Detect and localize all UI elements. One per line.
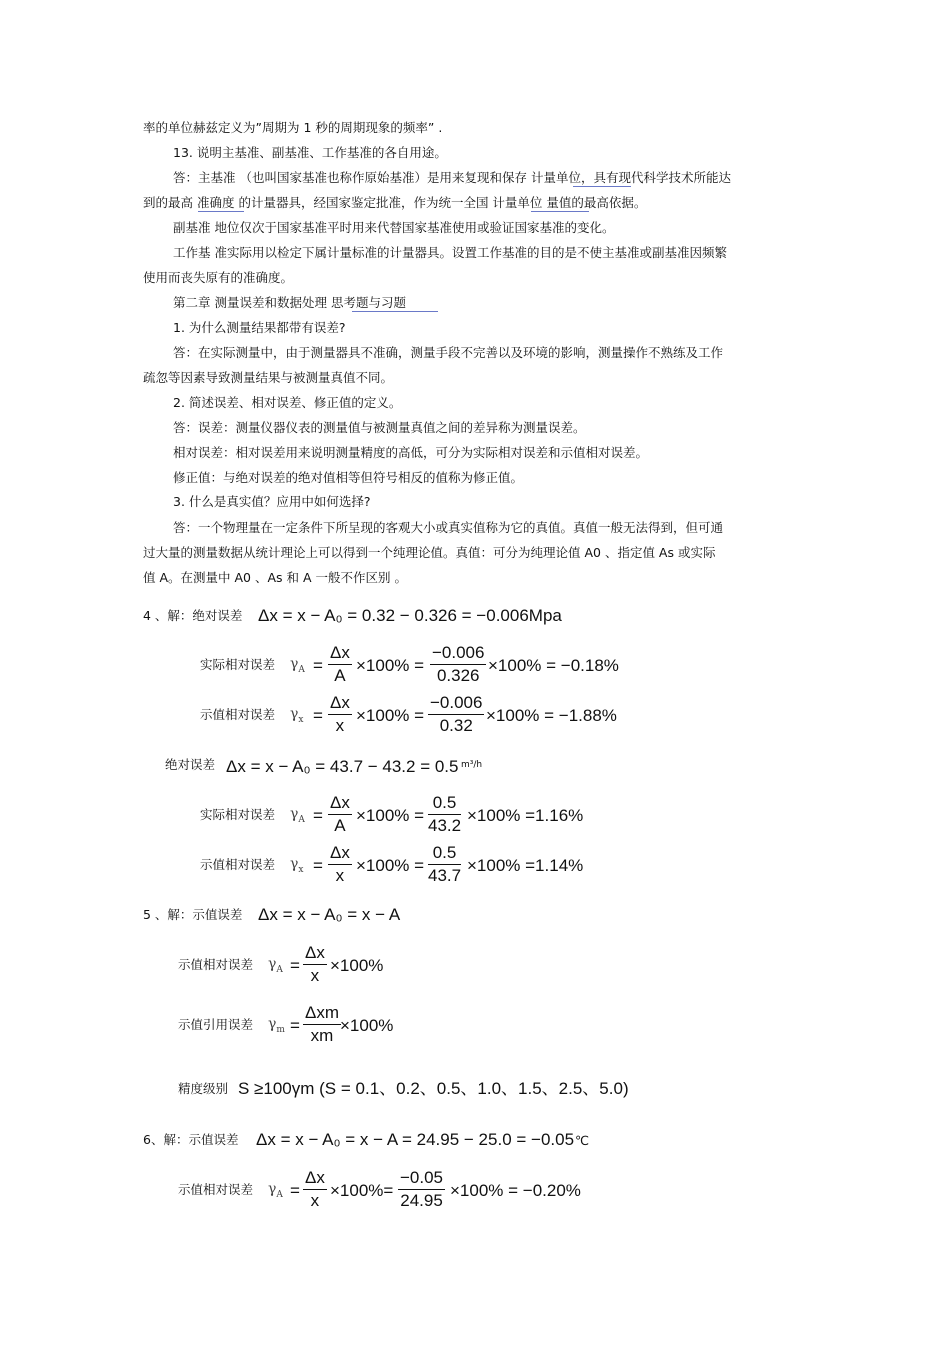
gamma-A-symbol-2: $\gamma_A$: [290, 806, 305, 825]
fraction-dx-over-x-4: [303, 1167, 327, 1212]
equals-sign: =: [290, 956, 300, 975]
fraction-den: x: [310, 1191, 320, 1210]
question-13: 13. 说明主基准、副基准、工作基准的各自用途。: [173, 145, 447, 160]
answer-13-line-4: 工作基 准实际用以检定下属计量标准的计量器具。设置工作基准的目的是不使主基准或副基准因频繁: [173, 245, 727, 260]
problem-4-indicated-relative-label-1: 示值相对误差: [200, 707, 276, 722]
fraction-den: A: [334, 816, 346, 835]
question-1: 1. 为什么测量结果都带有误差?: [173, 320, 346, 335]
fraction-dx-over-A-2: [328, 792, 352, 837]
answer-13-line-1: 答：主基准 （也叫国家基准也称作原始基准）是用来复现和保存 计量单位，具有现代科学技术所能达: [173, 170, 731, 185]
gamma-x-symbol-2: $\gamma_x$: [290, 856, 304, 875]
fraction-num: Δx: [328, 642, 352, 665]
answer-1-line-1: 答：在实际测量中，由于测量器具不准确，测量手段不完善以及环境的影响，测量操作不熟练及工作: [173, 345, 724, 360]
result-problem-6-relative: ×100% = −0.20%: [450, 1181, 581, 1200]
underline-measurement-unit-1: [573, 186, 631, 187]
fraction-num: Δx: [328, 692, 352, 715]
question-2: 2. 简述误差、相对误差、修正值的定义。: [173, 395, 402, 410]
fraction-dx-over-x-1: [328, 692, 352, 737]
equals-sign: =: [313, 656, 323, 675]
fraction-num: 0.5: [428, 792, 461, 815]
fraction-dx-over-x-2: [328, 842, 352, 887]
fraction-dx-over-A-1: [328, 642, 352, 687]
fraction-den: 24.95: [400, 1191, 443, 1210]
underline-measurement-unit-2: [531, 211, 589, 212]
fraction-den: 0.326: [436, 666, 480, 685]
unit-m3-per-h: m³/h: [461, 760, 483, 770]
problem-4-actual-relative-label-1: 实际相对误差: [200, 657, 276, 672]
problem-6-absolute-error: Δx = x − A₀ = x − A = 24.95 − 25.0 = −0.05: [256, 1130, 575, 1149]
underline-exercises: [352, 311, 438, 312]
fraction-num: Δxm: [303, 1002, 341, 1025]
question-3: 3. 什么是真实值？应用中如何选择?: [173, 494, 371, 509]
problem-6-relative-label: 示值相对误差: [178, 1182, 254, 1197]
answer-13-line-2: 到的最高 准确度 的计量器具，经国家鉴定批准，作为统一全国 计量单位 量值的最高依据。: [143, 195, 647, 210]
fraction-num: 0.5: [428, 842, 461, 865]
gamma-A-symbol-1: $\gamma_A$: [290, 656, 305, 675]
answer-2-relative-error: 相对误差：相对误差用来说明测量精度的高低，可分为实际相对误差和示值相对误差。: [173, 445, 649, 460]
problem-5-absolute-error: Δx = x − A₀ = x − A: [258, 905, 401, 924]
fraction-den: x: [335, 866, 345, 885]
gamma-m-symbol: $\gamma_m$: [268, 1016, 285, 1035]
fraction-dx-over-x-3: [303, 942, 327, 987]
times-100-eq: ×100% =: [356, 656, 425, 675]
answer-2-error: 答：误差：测量仪器仪表的测量值与被测量真值之间的差异称为测量误差。: [173, 420, 586, 435]
fraction-value-4: [428, 842, 461, 887]
fraction-den: xm: [310, 1026, 334, 1045]
result-indicated-relative-2: ×100% =1.14%: [467, 856, 584, 875]
problem-4-absolute-error-2: Δx = x − A₀ = 43.7 − 43.2 = 0.5: [226, 757, 459, 776]
problem-4-actual-relative-label-2: 实际相对误差: [200, 807, 276, 822]
fraction-num: Δx: [328, 792, 352, 815]
answer-1-line-2: 疏忽等因素导致测量结果与被测量真值不同。: [143, 370, 394, 385]
fraction-den: A: [334, 666, 346, 685]
unit-celsius: ℃: [575, 1133, 590, 1148]
chapter-heading: 第二章 测量误差和数据处理 思考题与习题: [173, 295, 406, 310]
times-100-eq: ×100% =: [356, 806, 425, 825]
result-indicated-relative-1: ×100% = −1.88%: [486, 706, 617, 725]
answer-2-correction: 修正值：与绝对误差的绝对值相等但符号相反的值称为修正值。: [173, 470, 524, 485]
answer-3-line-2: 过大量的测量数据从统计理论上可以得到一个纯理论值。真值：可分为纯理论值 A0 、指定值 As 或实际: [143, 545, 716, 560]
fraction-value-3: [428, 792, 461, 837]
fraction-value-1: [430, 642, 486, 687]
gamma-x-symbol-1: $\gamma_x$: [290, 706, 304, 725]
equals-sign: =: [313, 856, 323, 875]
problem-5-grade-label: 精度级别: [178, 1081, 229, 1096]
problem-5-reference-label: 示值引用误差: [178, 1017, 254, 1032]
times-100-eq: ×100% =: [356, 856, 425, 875]
answer-13-line-5: 使用而丧失原有的准确度。: [143, 270, 294, 285]
answer-3-line-3: 值 A。在测量中 A0 、As 和 A 一般不作区别 。: [143, 570, 407, 585]
equals-sign: =: [290, 1181, 300, 1200]
gamma-A-symbol-3: $\gamma_A$: [268, 956, 283, 975]
fraction-num: Δx: [303, 942, 327, 965]
fraction-num: Δx: [328, 842, 352, 865]
fraction-den: x: [335, 716, 345, 735]
problem-4-heading: 4 、解：绝对误差: [143, 608, 243, 623]
problem-4-indicated-relative-label-2: 示值相对误差: [200, 857, 276, 872]
equals-sign: =: [290, 1016, 300, 1035]
problem-6-heading: 6、解：示值误差: [143, 1132, 239, 1147]
problem-5-relative-label: 示值相对误差: [178, 957, 254, 972]
fraction-dxm-over-xm: [303, 1002, 341, 1047]
answer-3-line-1: 答：一个物理量在一定条件下所呈现的客观大小或真实值称为它的真值。真值一般无法得到，但可通: [173, 520, 724, 535]
text-line-1: 率的单位赫兹定义为”周期为 1 秒的周期现象的频率” .: [143, 120, 443, 135]
answer-13-line-3: 副基准 地位仅次于国家基准平时用来代替国家基准使用或验证国家基准的变化。: [173, 220, 615, 235]
fraction-den: 0.32: [439, 716, 473, 735]
fraction-den: x: [310, 966, 320, 985]
times-100: ×100%: [340, 1016, 394, 1035]
result-actual-relative-2: ×100% =1.16%: [467, 806, 584, 825]
fraction-den: 43.2: [428, 816, 462, 835]
gamma-A-symbol-4: $\gamma_A$: [268, 1181, 283, 1200]
fraction-num: −0.006: [428, 692, 484, 715]
problem-5-heading: 5 、解：示值误差: [143, 907, 243, 922]
problem-4-absolute-error-label-2: 绝对误差: [165, 757, 216, 772]
times-100-eq: ×100%=: [330, 1181, 394, 1200]
fraction-value-2: [428, 692, 484, 737]
result-actual-relative-1: ×100% = −0.18%: [488, 656, 619, 675]
problem-4-absolute-error-1: Δx = x − A₀ = 0.32 − 0.326 = −0.006Mpa: [258, 606, 562, 625]
fraction-den: 43.7: [428, 866, 462, 885]
times-100: ×100%: [330, 956, 384, 975]
fraction-value-5: [398, 1167, 445, 1212]
fraction-num: −0.05: [398, 1167, 445, 1190]
equals-sign: =: [313, 706, 323, 725]
underline-accuracy: [198, 211, 244, 212]
fraction-num: Δx: [303, 1167, 327, 1190]
equals-sign: =: [313, 806, 323, 825]
problem-5-grade-formula: S ≥100γm (S = 0.1、0.2、0.5、1.0、1.5、2.5、5.0): [238, 1079, 629, 1098]
fraction-num: −0.006: [430, 642, 486, 665]
times-100-eq: ×100% =: [356, 706, 425, 725]
